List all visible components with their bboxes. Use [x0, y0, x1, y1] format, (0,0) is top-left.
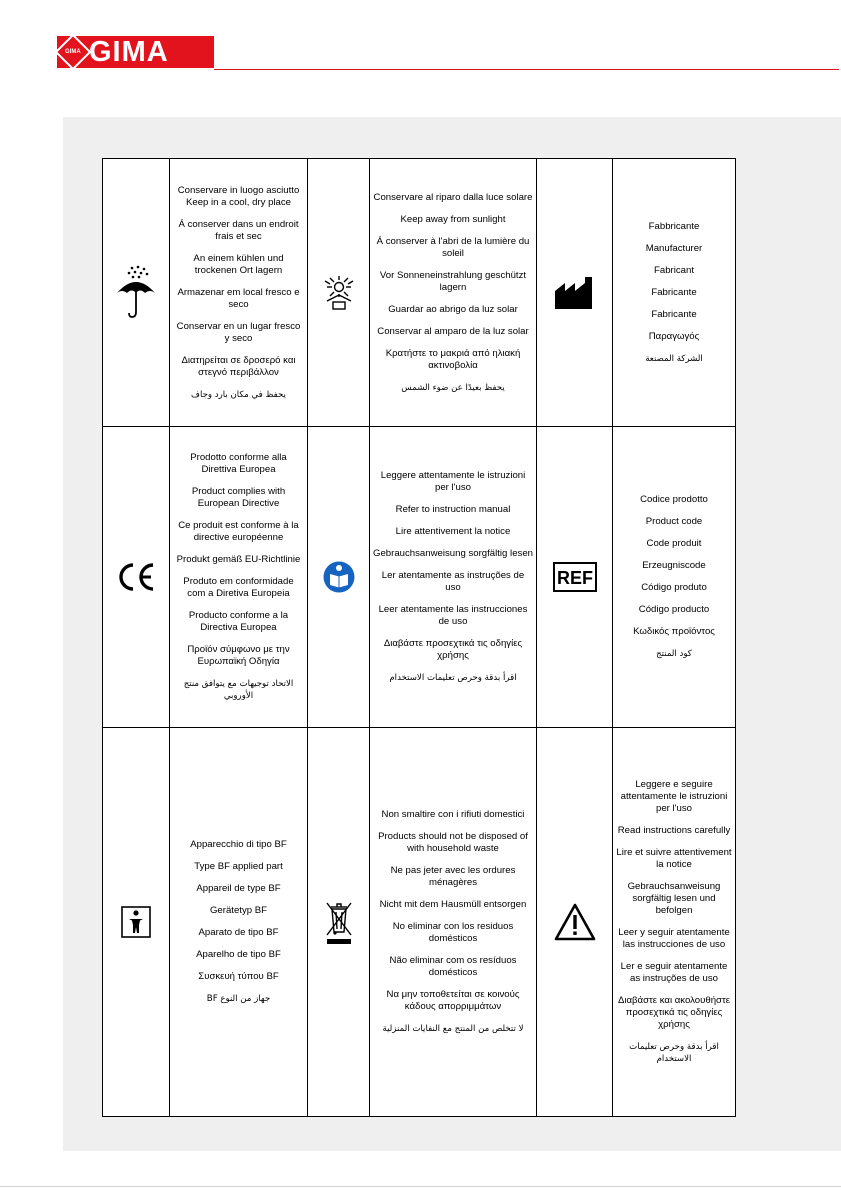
- description-line: Ne pas jeter avec les ordures ménagères: [390, 865, 516, 888]
- description-line: الشركة المصنعة: [645, 353, 703, 364]
- description-line: Refer to instruction manual: [395, 504, 511, 515]
- description-list: [613, 494, 735, 660]
- description-line: Διαβάστε προσεχτικά τις οδηγίες χρήσης: [383, 638, 523, 661]
- description-line: Συσκευή τύπου BF: [198, 971, 279, 982]
- description-line: Leer atentamente las instrucciones de uso: [378, 604, 528, 627]
- description-line: Manufacturer: [645, 242, 703, 254]
- description-line: Conservar al amparo de la luz solar: [377, 325, 529, 337]
- description-line: Produkt gemäß EU-Richtlinie: [176, 554, 301, 565]
- description-line: Fabricant: [654, 264, 694, 276]
- brand-name: GIMA: [89, 36, 169, 68]
- symbol-description: [613, 159, 736, 427]
- keep-away-from-sunlight-icon: [321, 275, 357, 311]
- symbol-cell: [308, 427, 370, 728]
- description-line: Lire et suivre attentivement la notice: [616, 847, 732, 870]
- symbol-description: [170, 159, 308, 427]
- weee-crossed-bin-icon: [323, 899, 355, 945]
- description-line: Conservar en un lugar fresco y seco: [176, 320, 301, 344]
- table-row: [103, 728, 736, 1117]
- symbol-cell: [103, 159, 170, 427]
- description-line: Á conserver dans un endroit frais et sec: [178, 218, 299, 242]
- gima-logo: [57, 36, 214, 68]
- description-line: Product code: [645, 516, 703, 527]
- symbol-cell: [537, 728, 613, 1117]
- description-line: Να μην τοποθετείται σε κοινούς κάδους απορριμμάτων: [386, 989, 520, 1012]
- type-bf-applied-part-icon: [121, 906, 151, 938]
- description-line: Fabricante: [651, 308, 697, 320]
- table-row: [103, 427, 736, 728]
- header-rule: [214, 69, 839, 70]
- description-line: Leggere attentamente le istruzioni per l'uso: [380, 470, 526, 493]
- description-list: [613, 221, 735, 365]
- description-line: Προϊόν σύμφωνο με την Ευρωπαϊκή Οδηγία: [187, 644, 290, 667]
- description-line: اقرأ بدقة وحرص تعليمات الاستخدام: [629, 1042, 719, 1064]
- description-line: Non smaltire con i rifiuti domestici: [381, 809, 525, 820]
- ref-text: REF: [556, 568, 593, 588]
- description-line: An einem kühlen und trockenen Ort lagern: [193, 252, 284, 276]
- description-line: Ce produit est conforme à la directive européenne: [178, 520, 299, 543]
- symbol-cell: [308, 159, 370, 427]
- description-line: Leer y seguir atentamente las instrucciones de uso: [618, 927, 730, 950]
- symbol-description: [370, 427, 537, 728]
- description-line: الاتحاد توجيهات مع يتوافق منتج الأوروبي: [183, 679, 294, 701]
- description-line: Produto em conformidade com a Diretiva Europeia: [183, 576, 294, 599]
- description-line: Apparecchio di tipo BF: [190, 839, 287, 850]
- description-line: Leggere e seguire attentamente le istruzioni per l'uso: [620, 779, 728, 814]
- description-line: Διατηρείται σε δροσερό και στεγνό περιβάλλον: [181, 354, 296, 378]
- description-line: Gebrauchsanweisung sorgfältig lesen und befolgen: [627, 881, 721, 916]
- description-line: اقرأ بدقة وحرص تعليمات الاستخدام: [389, 673, 517, 683]
- description-line: يحفظ بعيدًا عن ضوء الشمس: [401, 382, 505, 393]
- manufacturer-factory-icon: [554, 276, 596, 310]
- description-line: Ler e seguir atentamente as instruções de uso: [620, 961, 728, 984]
- description-line: Παραγωγός: [648, 330, 700, 342]
- description-line: Κρατήστε το μακριά από ηλιακή ακτινοβολία: [385, 347, 521, 371]
- description-line: Não eliminar com os resíduos domésticos: [389, 955, 517, 978]
- description-line: Prodotto conforme alla Direttiva Europea: [190, 452, 287, 475]
- umbrella-rain-icon: [114, 265, 158, 321]
- description-line: Code produit: [646, 538, 702, 549]
- description-line: Gebrauchsanweisung sorgfältig lesen: [373, 548, 533, 559]
- description-line: Lire attentivement la notice: [395, 526, 511, 537]
- description-line: Aparato de tipo BF: [198, 927, 279, 938]
- description-line: Á conserver à l'abri de la lumière du soleil: [376, 235, 530, 259]
- description-line: Ler atentamente as instruções de uso: [381, 570, 525, 593]
- symbol-cell: [103, 427, 170, 728]
- description-line: Conservare al riparo dalla luce solare: [373, 191, 533, 203]
- ref-product-code-icon: [553, 562, 597, 592]
- description-line: Erzeugniscode: [642, 560, 706, 571]
- description-line: Nicht mit dem Hausmüll entsorgen: [379, 899, 527, 910]
- description-list: [170, 452, 307, 702]
- description-line: كود المنتج: [656, 649, 692, 659]
- read-instructions-manual-icon: [323, 561, 355, 593]
- symbol-cell: [103, 728, 170, 1117]
- symbol-description: [613, 427, 736, 728]
- description-list: [370, 809, 536, 1035]
- description-list: [370, 470, 536, 684]
- symbol-cell: [308, 728, 370, 1117]
- description-line: Appareil de type BF: [196, 883, 281, 894]
- emblem-text: GIMA: [65, 48, 81, 55]
- description-line: Type BF applied part: [194, 861, 283, 872]
- symbol-cell: [537, 427, 613, 728]
- warning-triangle-icon: [554, 903, 596, 941]
- description-line: Vor Sonneneinstrahlung geschützt lagern: [379, 269, 527, 293]
- description-line: No eliminar con los residuos domésticos: [392, 921, 514, 944]
- description-line: Producto conforme a la Directiva Europea: [188, 610, 289, 633]
- symbols-table: [102, 158, 736, 1117]
- footer-rule: [0, 1186, 841, 1187]
- description-line: Fabbricante: [648, 220, 700, 232]
- description-list: [370, 192, 536, 394]
- symbol-cell: [537, 159, 613, 427]
- gima-emblem-icon: [55, 34, 92, 71]
- description-line: Product complies with European Directive: [191, 486, 286, 509]
- symbol-description: [370, 159, 537, 427]
- description-line: Διαβάστε και ακολουθήστε προσεχτικά τις οδηγίες χρήσης: [617, 995, 731, 1030]
- description-line: Products should not be disposed of with household waste: [378, 831, 528, 854]
- description-line: لا تتخلص من المنتج مع النفايات المنزلية: [382, 1024, 524, 1034]
- description-line: Código producto: [638, 604, 710, 615]
- table-row: [103, 159, 736, 427]
- description-list: [170, 185, 307, 401]
- symbol-description: [170, 427, 308, 728]
- description-list: [613, 779, 735, 1065]
- symbol-description: [170, 728, 308, 1117]
- description-line: Κωδικός προϊόντος: [633, 626, 715, 637]
- description-line: Read instructions carefully: [617, 825, 731, 836]
- description-line: Gerätetyp BF: [209, 905, 268, 916]
- symbol-description: [613, 728, 736, 1117]
- ce-mark-icon: [116, 562, 156, 592]
- description-line: Guardar ao abrigo da luz solar: [388, 303, 518, 315]
- page-header: [57, 36, 841, 72]
- description-line: Código produto: [641, 582, 707, 593]
- description-line: Keep away from sunlight: [400, 213, 506, 225]
- description-line: Fabricante: [651, 286, 697, 298]
- description-line: يحفظ في مكان بارد وجاف: [191, 389, 286, 400]
- description-line: جهاز من النوع BF: [206, 994, 271, 1004]
- description-line: Conservare in luogo asciutto Keep in a cool, dry place: [177, 184, 300, 208]
- symbol-description: [370, 728, 537, 1117]
- description-line: Aparelho de tipo BF: [196, 949, 281, 960]
- description-line: Armazenar em local fresco e seco: [177, 286, 300, 310]
- description-list: [170, 839, 307, 1005]
- description-line: Codice prodotto: [640, 494, 708, 505]
